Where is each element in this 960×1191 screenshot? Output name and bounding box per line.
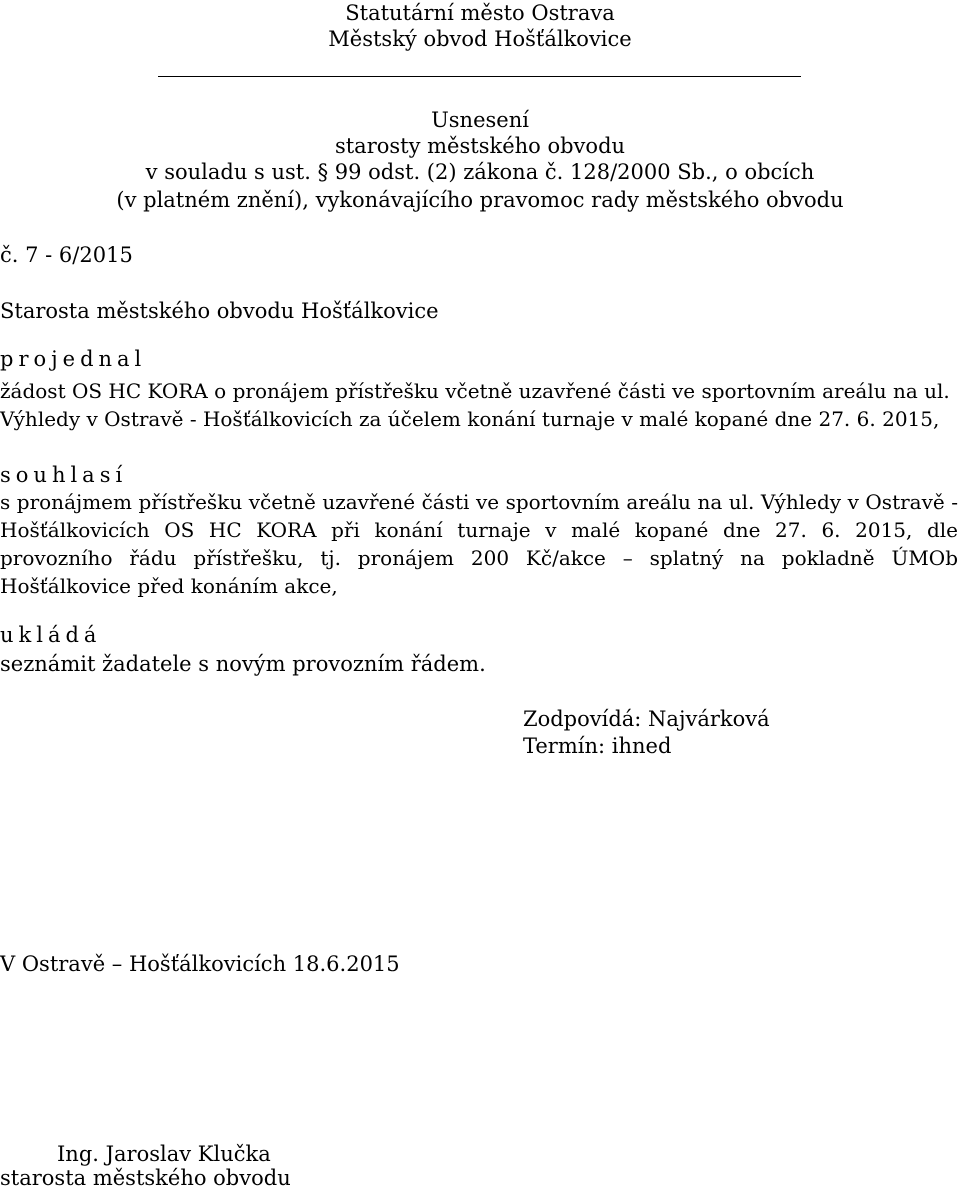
signatory-name: Ing. Jaroslav Klučka [57, 1142, 271, 1166]
header-district: Městský obvod Hošťálkovice [328, 27, 632, 51]
section-label-agrees: souhlasí [0, 463, 128, 487]
place-date: V Ostravě – Hošťálkovicích 18.6.2015 [0, 952, 400, 976]
resolution-legal-basis: v souladu s ust. § 99 odst. (2) zákona č. 128/2000 Sb., o obcích [145, 160, 815, 184]
resolution-number: č. 7 - 6/2015 [0, 243, 133, 267]
signatory-role: starosta městského obvodu [0, 1166, 291, 1190]
section-label-discussed: projednal [0, 347, 147, 371]
header-divider [158, 76, 801, 77]
section-label-orders: ukládá [0, 623, 102, 647]
resolution-heading: Usnesení [431, 108, 529, 132]
deadline: Termín: ihned [523, 734, 672, 758]
discussed-text-line-2: Výhledy v Ostravě - Hošťálkovicích za účelem konání turnaje v malé kopané dne 27. 6. 2015, [0, 407, 940, 431]
resolution-authority: starosty městského obvodu [334, 134, 626, 158]
orders-text: seznámit žadatele s novým provozním řádem. [0, 652, 486, 676]
header-city: Statutární město Ostrava [345, 1, 615, 25]
responsible-person: Zodpovídá: Najvárková [523, 707, 770, 731]
resolution-legal-basis-2: (v platném znění), vykonávajícího pravomoc rady městského obvodu [116, 188, 844, 212]
agrees-text: s pronájmem přístřešku včetně uzavřené části ve sportovním areálu na ul. Výhledy v Ostravě - Hošťálkovicích OS HC KORA při konání turnaje v malé kopané dne 27. 6. 2015, dle provozního řádu přístřešku, tj. pronájem 200 Kč/akce – splatný na pokladně ÚMOb Hošťálkovice před konáním akce, [0, 490, 958, 598]
discussed-text-line-1: žádost OS HC KORA o pronájem přístřešku včetně uzavřené části ve sportovním areálu na ul. [0, 379, 950, 403]
subject-line: Starosta městského obvodu Hošťálkovice [0, 299, 439, 323]
